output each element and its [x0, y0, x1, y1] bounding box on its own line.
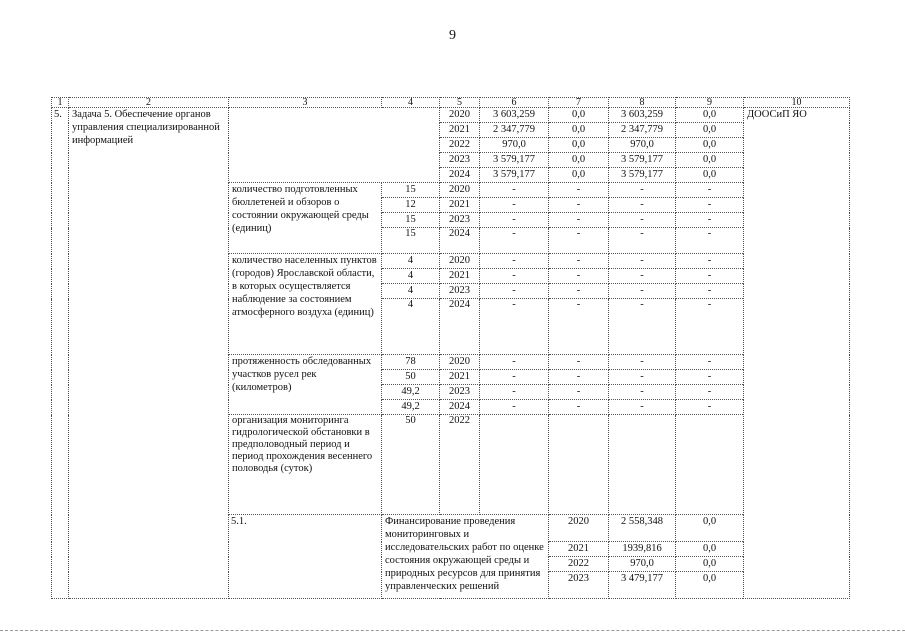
- value-cell: -: [609, 213, 676, 228]
- value-cell: -: [609, 400, 676, 415]
- indicator-value: 49,2: [382, 400, 440, 415]
- value-cell: 0,0: [676, 168, 744, 183]
- value-cell: -: [549, 213, 609, 228]
- value-cell: -: [609, 183, 676, 198]
- value-cell: [609, 415, 676, 515]
- value-cell: -: [480, 183, 549, 198]
- value-cell: -: [676, 355, 744, 370]
- value-cell: 0,0: [676, 557, 744, 572]
- year-cell: 2021: [440, 123, 480, 138]
- value-cell: -: [480, 254, 549, 269]
- value-cell: -: [549, 299, 609, 355]
- value-cell: -: [609, 284, 676, 299]
- column-header: 1: [52, 98, 69, 108]
- value-cell: -: [549, 183, 609, 198]
- value-cell: -: [549, 385, 609, 400]
- indicator-name: количество подготовленных бюллетеней и обзоров о состоянии окружающей среды (единиц): [229, 183, 382, 254]
- column-header: 8: [609, 98, 676, 108]
- value-cell: -: [549, 370, 609, 385]
- indicator-value: 50: [382, 370, 440, 385]
- column-header: 10: [744, 98, 850, 108]
- value-cell: -: [480, 269, 549, 284]
- value-cell: -: [480, 400, 549, 415]
- year-cell: 2021: [440, 269, 480, 284]
- indicator-value: 15: [382, 183, 440, 198]
- value-cell: -: [676, 385, 744, 400]
- value-cell: -: [480, 198, 549, 213]
- indicator-value: 12: [382, 198, 440, 213]
- value-cell: -: [676, 400, 744, 415]
- page-number: 9: [449, 28, 456, 43]
- indicator-name: протяженность обследованных участков русел рек (километров): [229, 355, 382, 415]
- value-cell: -: [676, 254, 744, 269]
- value-cell: -: [480, 299, 549, 355]
- year-cell: 2023: [440, 153, 480, 168]
- value-cell: -: [480, 228, 549, 254]
- year-cell: 2021: [440, 370, 480, 385]
- subtask-code: 5.1.: [229, 515, 382, 599]
- value-cell: -: [549, 355, 609, 370]
- value-cell: 0,0: [549, 108, 609, 123]
- value-cell: 3 579,177: [480, 168, 549, 183]
- value-cell: 0,0: [676, 542, 744, 557]
- year-cell: 2023: [549, 572, 609, 599]
- column-header: 4: [382, 98, 440, 108]
- value-cell: 2 347,779: [480, 123, 549, 138]
- value-cell: -: [480, 355, 549, 370]
- value-cell: -: [480, 284, 549, 299]
- year-cell: 2024: [440, 400, 480, 415]
- year-cell: 2022: [440, 138, 480, 153]
- value-cell: 3 579,177: [609, 153, 676, 168]
- column-header: 9: [676, 98, 744, 108]
- subtask-title: Финансирование проведения мониторинговых и исследовательских работ по оценке состояния окружающей среды и природных ресурсов для принятия управленческих решений: [382, 515, 549, 599]
- value-cell: -: [609, 254, 676, 269]
- column-header: 7: [549, 98, 609, 108]
- value-cell: 970,0: [609, 138, 676, 153]
- value-cell: 2 347,779: [609, 123, 676, 138]
- year-cell: 2023: [440, 213, 480, 228]
- year-cell: 2023: [440, 385, 480, 400]
- year-cell: 2022: [440, 415, 480, 515]
- value-cell: 3 579,177: [480, 153, 549, 168]
- value-cell: 0,0: [676, 572, 744, 599]
- year-cell: 2020: [440, 183, 480, 198]
- indicator-value: 49,2: [382, 385, 440, 400]
- value-cell: -: [609, 370, 676, 385]
- year-cell: 2024: [440, 168, 480, 183]
- value-cell: -: [676, 284, 744, 299]
- year-cell: 2020: [440, 108, 480, 123]
- year-cell: 2023: [440, 284, 480, 299]
- value-cell: -: [549, 254, 609, 269]
- value-cell: -: [676, 299, 744, 355]
- value-cell: -: [609, 228, 676, 254]
- value-cell: -: [609, 299, 676, 355]
- value-cell: -: [676, 228, 744, 254]
- value-cell: 970,0: [480, 138, 549, 153]
- value-cell: 2 558,348: [609, 515, 676, 542]
- column-header: 3: [229, 98, 382, 108]
- executor-cell: ДООСиП ЯО: [744, 108, 850, 599]
- indicator-value: 4: [382, 254, 440, 269]
- value-cell: [676, 415, 744, 515]
- task-code: 5.: [52, 108, 69, 599]
- value-cell: 0,0: [676, 515, 744, 542]
- value-cell: 0,0: [676, 108, 744, 123]
- value-cell: 0,0: [549, 138, 609, 153]
- page-edge-line: [0, 630, 905, 631]
- task-title: Задача 5. Обеспечение органов управления специализированной информацией: [69, 108, 229, 599]
- value-cell: -: [549, 198, 609, 213]
- value-cell: [549, 415, 609, 515]
- value-cell: -: [609, 385, 676, 400]
- value-cell: -: [549, 400, 609, 415]
- indicator-name: организация мониторинга гидрологической обстановки в предполоводный период и период прохождения весеннего половодья (суток): [229, 415, 382, 515]
- value-cell: -: [676, 183, 744, 198]
- value-cell: 0,0: [549, 123, 609, 138]
- value-cell: -: [549, 228, 609, 254]
- value-cell: 0,0: [676, 123, 744, 138]
- value-cell: -: [480, 213, 549, 228]
- value-cell: -: [480, 370, 549, 385]
- column-number-row: [52, 98, 850, 108]
- value-cell: -: [609, 355, 676, 370]
- year-cell: 2024: [440, 299, 480, 355]
- value-cell: -: [676, 198, 744, 213]
- value-cell: -: [549, 269, 609, 284]
- value-cell: 3 579,177: [609, 168, 676, 183]
- task-row: [52, 108, 850, 123]
- value-cell: -: [609, 198, 676, 213]
- value-cell: 0,0: [676, 153, 744, 168]
- value-cell: [480, 415, 549, 515]
- budget-table: [51, 97, 850, 599]
- column-header: 2: [69, 98, 229, 108]
- year-cell: 2020: [440, 355, 480, 370]
- indicator-value: 78: [382, 355, 440, 370]
- indicator-name: количество населенных пунктов (городов) Ярославской области, в которых осуществляется наблюдение за состоянием атмосферного воздуха (единиц): [229, 254, 382, 355]
- year-cell: 2024: [440, 228, 480, 254]
- indicator-value: 4: [382, 269, 440, 284]
- column-header: 5: [440, 98, 480, 108]
- indicator-value: 4: [382, 284, 440, 299]
- indicator-value: 4: [382, 299, 440, 355]
- value-cell: -: [609, 269, 676, 284]
- column-header: 6: [480, 98, 549, 108]
- indicator-value: 15: [382, 213, 440, 228]
- indicator-value: 15: [382, 228, 440, 254]
- value-cell: -: [549, 284, 609, 299]
- value-cell: 0,0: [676, 138, 744, 153]
- value-cell: 3 603,259: [480, 108, 549, 123]
- value-cell: -: [676, 269, 744, 284]
- year-cell: 2020: [549, 515, 609, 542]
- year-cell: 2021: [440, 198, 480, 213]
- year-cell: 2021: [549, 542, 609, 557]
- year-cell: 2020: [440, 254, 480, 269]
- value-cell: 1939,816: [609, 542, 676, 557]
- value-cell: 0,0: [549, 168, 609, 183]
- value-cell: 3 479,177: [609, 572, 676, 599]
- value-cell: -: [676, 370, 744, 385]
- value-cell: -: [480, 385, 549, 400]
- value-cell: 0,0: [549, 153, 609, 168]
- value-cell: -: [676, 213, 744, 228]
- indicator-value: 50: [382, 415, 440, 515]
- value-cell: 3 603,259: [609, 108, 676, 123]
- value-cell: 970,0: [609, 557, 676, 572]
- year-cell: 2022: [549, 557, 609, 572]
- empty-cell: [229, 108, 440, 183]
